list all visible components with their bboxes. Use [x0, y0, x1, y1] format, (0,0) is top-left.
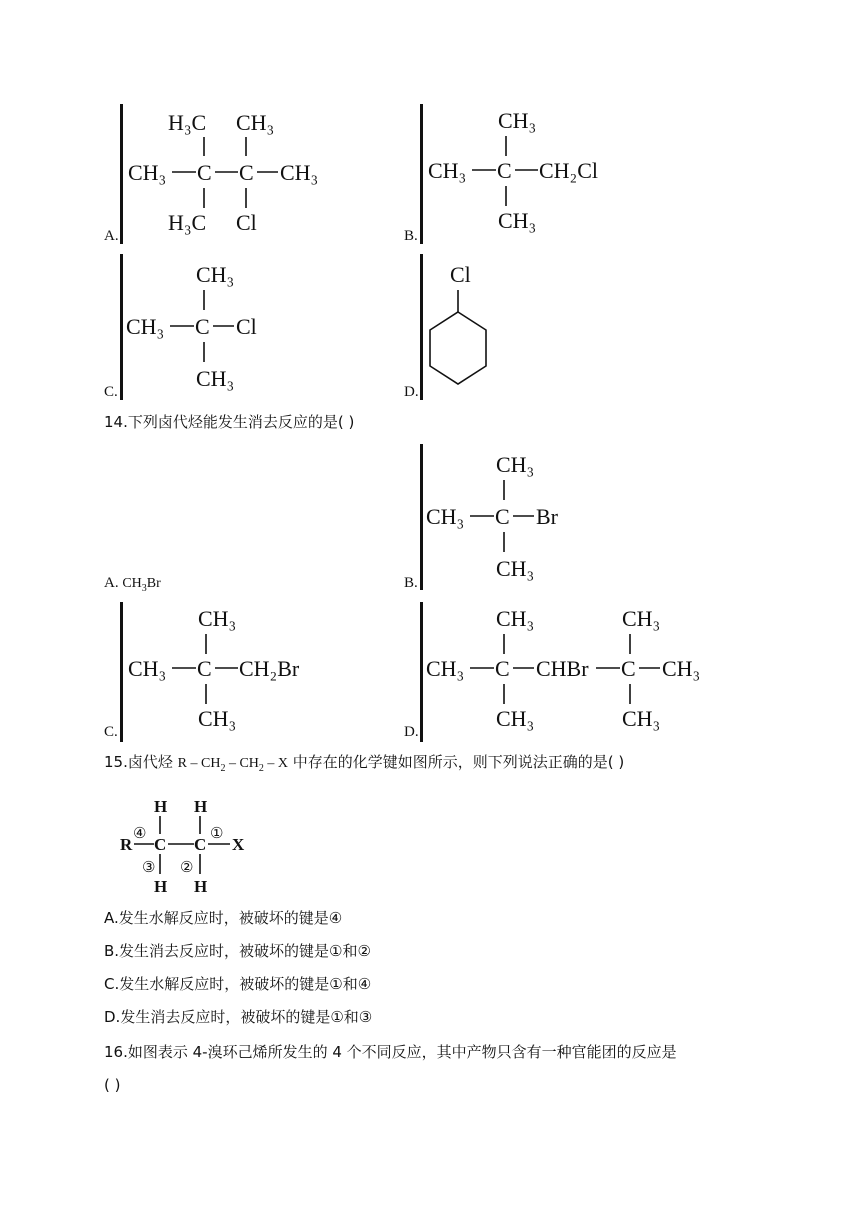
option-label[interactable]: D. — [404, 724, 419, 740]
group: CH₃ — [128, 656, 167, 681]
option-label[interactable] — [104, 575, 161, 597]
group: CH₃ — [496, 556, 535, 581]
structure-q13-a — [124, 104, 334, 244]
option-frame-bar — [420, 104, 423, 244]
option-label[interactable]: C. — [104, 384, 118, 400]
group: CH₃ — [496, 706, 535, 731]
choice-a[interactable]: A.发生水解反应时，被破坏的键是④ — [104, 909, 343, 927]
group: CH₂Br — [239, 656, 300, 681]
formula-ch3br: $CH_3Br$ — [122, 576, 161, 594]
choice-d[interactable]: D.发生消去反应时，被破坏的键是①和③ — [104, 1008, 373, 1026]
structure-q14-b — [424, 448, 584, 588]
group: H₃C — [168, 210, 207, 235]
option-frame-bar — [420, 602, 423, 742]
atom: C — [495, 504, 510, 529]
option-frame-bar — [120, 104, 123, 244]
option-frame-bar — [420, 444, 423, 590]
question-16-stem: 16.如图表示 4-溴环己烯所发生的 4 个不同反应，其中产物只含有一种官能团的反应是 — [104, 1043, 677, 1061]
atom: Cl — [450, 262, 471, 287]
atom-c: C — [194, 835, 207, 854]
atom-h: H — [154, 877, 168, 896]
option-label[interactable]: B. — [404, 575, 418, 591]
atom: C — [239, 160, 254, 185]
group: CH₃ — [498, 208, 537, 233]
atom-x: X — [232, 835, 245, 854]
group: CH₃ — [498, 108, 537, 133]
choice-b[interactable]: B.发生消去反应时，被破坏的键是①和② — [104, 942, 371, 960]
group: CH₂Cl — [539, 158, 599, 183]
group: CH₃ — [196, 262, 235, 287]
atom-r: R — [120, 835, 133, 854]
structure-q13-d — [424, 258, 504, 398]
group: CH₃ — [662, 656, 701, 681]
group: CH₃ — [496, 606, 535, 631]
option-label[interactable]: C. — [104, 724, 118, 740]
atom: C — [497, 158, 512, 183]
atom-h: H — [194, 797, 208, 816]
choice-c[interactable]: C.发生水解反应时，被破坏的键是①和④ — [104, 975, 372, 993]
bond-mark: ③ — [142, 860, 156, 876]
group: CH₃ — [128, 160, 167, 185]
group: CH₃ — [622, 606, 661, 631]
option-label-text: A. — [104, 575, 119, 591]
option-frame-bar — [120, 602, 123, 742]
group: CH₃ — [496, 452, 535, 477]
group: CH₃ — [126, 314, 165, 339]
group: CH₃ — [198, 706, 237, 731]
atom: C — [197, 656, 212, 681]
group: CH₃ — [236, 110, 275, 135]
structure-q13-b — [424, 104, 624, 244]
structure-q14-c — [124, 602, 324, 742]
option-label[interactable]: D. — [404, 384, 419, 400]
option-label[interactable]: A. — [104, 228, 119, 244]
question-16-stem-line2: ( ) — [104, 1076, 121, 1094]
atom: C — [195, 314, 210, 339]
formula-r-ch2-ch2-x: R – $CH_2 - CH_2$ – X — [177, 756, 289, 774]
atom: C — [495, 656, 510, 681]
structure-q13-c — [124, 258, 284, 398]
structure-q14-d — [424, 602, 714, 742]
option-label[interactable]: B. — [404, 228, 418, 244]
group: CHBr — [536, 656, 589, 681]
question-14-stem: 14.下列卤代烃能发生消去反应的是( ) — [104, 413, 355, 431]
group: CH₃ — [426, 504, 465, 529]
group: CH₃ — [426, 656, 465, 681]
group: CH₃ — [622, 706, 661, 731]
bond-mark: ④ — [133, 826, 147, 842]
bond-mark: ① — [210, 826, 224, 842]
question-15-stem: 15.卤代烃 R – $CH_2 - CH_2$ – X 中存在的化学键如图所示，则下列说法正确的是( ) — [104, 753, 625, 774]
atom: C — [197, 160, 212, 185]
atom: Cl — [236, 210, 257, 235]
option-frame-bar — [420, 254, 423, 400]
group: CH₃ — [280, 160, 319, 185]
option-frame-bar — [120, 254, 123, 400]
atom: Cl — [236, 314, 257, 339]
atom: C — [621, 656, 636, 681]
atom: Br — [536, 504, 558, 529]
group: CH₃ — [196, 366, 235, 391]
atom-h: H — [154, 797, 168, 816]
atom-h: H — [194, 877, 208, 896]
atom-c: C — [154, 835, 167, 854]
bond-diagram — [116, 792, 266, 896]
group: CH₃ — [198, 606, 237, 631]
cyclohexane-ring — [430, 312, 486, 384]
group: H₃C — [168, 110, 207, 135]
group: CH₃ — [428, 158, 467, 183]
bond-mark: ② — [180, 860, 194, 876]
